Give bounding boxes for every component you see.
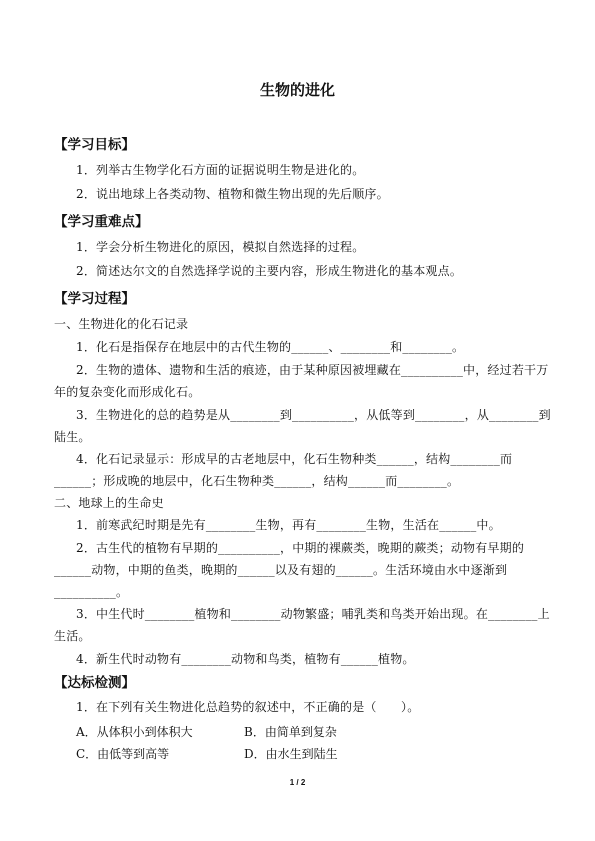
key-point-item-1: 1．学会分析生物进化的原因，模拟自然选择的过程。: [76, 240, 365, 254]
question-2-3-line2: 生活。: [54, 629, 91, 643]
option-c: C．由低等到高等: [76, 747, 170, 761]
part2-title: 二、地球上的生命史: [54, 496, 164, 510]
option-a: A．从体积小到体积大: [76, 725, 193, 739]
question-2-2-line2: ______动物，中期的鱼类，晚期的______以及有翅的______。生活环境由水中逐渐到: [54, 563, 508, 577]
question-1-4-line1: 4．化石记录显示：形成早的古老地层中，化石生物种类______，结构________而: [76, 452, 513, 466]
goal-item-2: 2．说出地球上各类动物、植物和微生物出现的先后顺序。: [76, 187, 389, 201]
section-header-key-points: 【学习重难点】: [54, 214, 149, 230]
section-header-test: 【达标检测】: [54, 675, 135, 691]
question-1-4-line2: ______；形成晚的地层中，化石生物种类______，结构______而________。: [54, 474, 460, 488]
option-b: B．由简单到复杂: [244, 725, 337, 739]
question-1-2-line1: 2．生物的遗体、遗物和生活的痕迹，由于某种原因被埋藏在__________中，经过若干万: [76, 363, 549, 377]
question-1-1: 1．化石是指保存在地层中的古代生物的______、________和________。: [76, 340, 465, 354]
page-title: 生物的进化: [259, 81, 335, 99]
question-1-3-line2: 陆生。: [54, 430, 91, 444]
question-2-2-line3: __________。: [54, 585, 129, 599]
section-header-goals: 【学习目标】: [54, 137, 135, 153]
test-question-1: 1．在下列有关生物进化总趋势的叙述中，不正确的是（ ）。: [76, 700, 420, 714]
goal-item-1: 1．列举古生物学化石方面的证据说明生物是进化的。: [76, 163, 365, 177]
question-2-1: 1．前寒武纪时期是先有________生物，再有________生物，生活在______中。: [76, 518, 501, 532]
question-1-2-line2: 年的复杂变化而形成化石。: [54, 385, 201, 399]
part1-title: 一、生物进化的化石记录: [54, 317, 189, 331]
section-header-process: 【学习过程】: [54, 291, 135, 307]
page-number: 1 / 2: [289, 778, 306, 787]
key-point-item-2: 2．简述达尔文的自然选择学说的主要内容，形成生物进化的基本观点。: [76, 264, 463, 278]
option-d: D．由水生到陆生: [244, 747, 338, 761]
question-2-2-line1: 2．古生代的植物有早期的__________，中期的裸蕨类，晚期的蕨类；动物有早期的: [76, 541, 525, 555]
question-2-4: 4．新生代时动物有________动物和鸟类，植物有______植物。: [76, 652, 415, 666]
question-2-3-line1: 3．中生代时________植物和________动物繁盛；哺乳类和鸟类开始出现。在________上: [76, 607, 550, 621]
question-1-3-line1: 3．生物进化的总的趋势是从________到__________，从低等到________，从________到: [76, 408, 551, 422]
